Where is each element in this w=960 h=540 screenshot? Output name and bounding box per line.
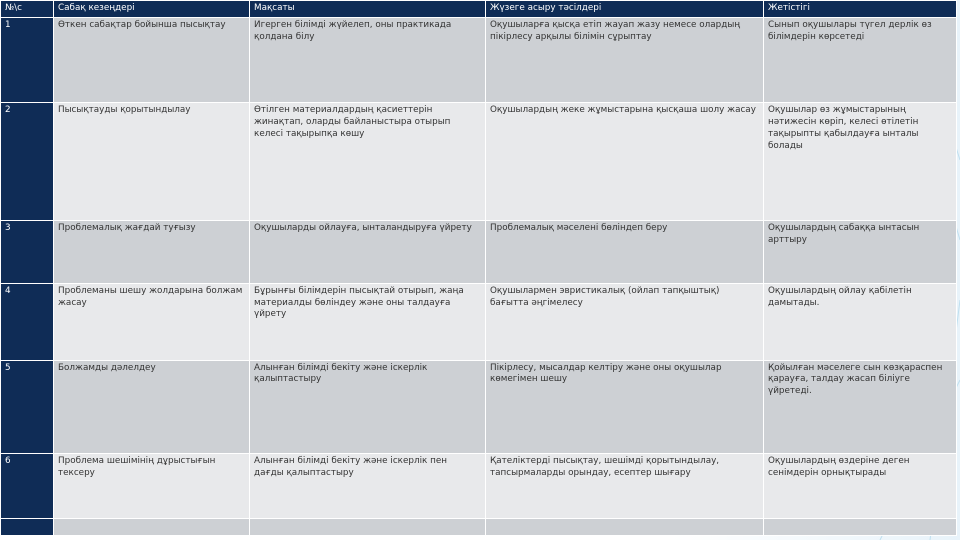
header-stage: Сабақ кезеңдері xyxy=(54,1,250,18)
table-header-row xyxy=(1,1,957,18)
row-stage: Проблеманы шешу жолдарына болжам жасау xyxy=(54,283,250,360)
row-cell-empty xyxy=(250,518,486,536)
table-row xyxy=(1,18,957,103)
table-row xyxy=(1,221,957,284)
row-goal: Алынған білімді бекіту және іскерлік қалыптастыру xyxy=(250,360,486,453)
row-method: Оқушыларға қысқа етіп жауап жазу немесе олардың пікірлесу арқылы білімін сұрыптау xyxy=(486,18,764,103)
table-row xyxy=(1,283,957,360)
row-stage: Пысықтауды қорытындылау xyxy=(54,103,250,221)
row-num: 6 xyxy=(1,453,54,518)
row-num-empty xyxy=(1,518,54,536)
row-result: Оқушылар өз жұмыстарының нәтижесін көріп, келесі өтілетін тақырыпты қабылдауға ынталы болады xyxy=(764,103,957,221)
row-stage: Проблема шешімінің дұрыстығын тексеру xyxy=(54,453,250,518)
row-cell-empty xyxy=(486,518,764,536)
row-num: 1 xyxy=(1,18,54,103)
header-goal: Мақсаты xyxy=(250,1,486,18)
header-num: №\с xyxy=(1,1,54,18)
row-stage: Өткен сабақтар бойынша пысықтау xyxy=(54,18,250,103)
row-num: 5 xyxy=(1,360,54,453)
row-num: 2 xyxy=(1,103,54,221)
row-result: Оқушылардың сабаққа ынтасын арттыру xyxy=(764,221,957,284)
row-method: Оқушылардың жеке жұмыстарына қысқаша шолу жасау xyxy=(486,103,764,221)
row-goal: Оқушыларды ойлауға, ынталандыруға үйрету xyxy=(250,221,486,284)
table-row xyxy=(1,103,957,221)
row-method: Қателіктерді пысықтау, шешімді қорытындылау, тапсырмаларды орындау, есептер шығару xyxy=(486,453,764,518)
row-result: Оқушылардың ойлау қабілетін дамытады. xyxy=(764,283,957,360)
row-stage: Проблемалық жағдай туғызу xyxy=(54,221,250,284)
row-goal: Игерген білімді жүйелеп, оны практикада қолдана білу xyxy=(250,18,486,103)
row-goal: Бұрынғы білімдерін пысықтай отырып, жаңа материалды бөліндеу және оны талдауға үйрету xyxy=(250,283,486,360)
row-num: 3 xyxy=(1,221,54,284)
row-cell-empty xyxy=(764,518,957,536)
row-result: Оқушылардың өздеріне деген сенімдерін орнықтырады xyxy=(764,453,957,518)
row-goal: Алынған білімді бекіту және іскерлік пен дағды қалыптастыру xyxy=(250,453,486,518)
table-row xyxy=(1,360,957,453)
row-method: Проблемалық мәселені бөліндеп беру xyxy=(486,221,764,284)
row-method: Пікірлесу, мысалдар келтіру және оны оқушылар көмегімен шешу xyxy=(486,360,764,453)
row-num: 4 xyxy=(1,283,54,360)
row-result: Сынып оқушылары түгел дерлік өз білімдерін көрсетеді xyxy=(764,18,957,103)
row-method: Оқушылармен эвристикалық (ойлап тапқыштық) бағытта әңгімелесу xyxy=(486,283,764,360)
row-stage: Болжамды дәлелдеу xyxy=(54,360,250,453)
row-cell-empty xyxy=(54,518,250,536)
table-row xyxy=(1,453,957,518)
table-row-empty xyxy=(1,518,957,536)
row-result: Қойылған мәселеге сын көзқараспен қарауға, талдау жасап біліуге үйретеді. xyxy=(764,360,957,453)
header-method: Жүзеге асыру тәсілдері xyxy=(486,1,764,18)
header-result: Жетістігі xyxy=(764,1,957,18)
row-goal: Өтілген материалдардың қасиеттерін жинақтап, оларды байланыстыра отырып келесі тақырыпқа көшу xyxy=(250,103,486,221)
